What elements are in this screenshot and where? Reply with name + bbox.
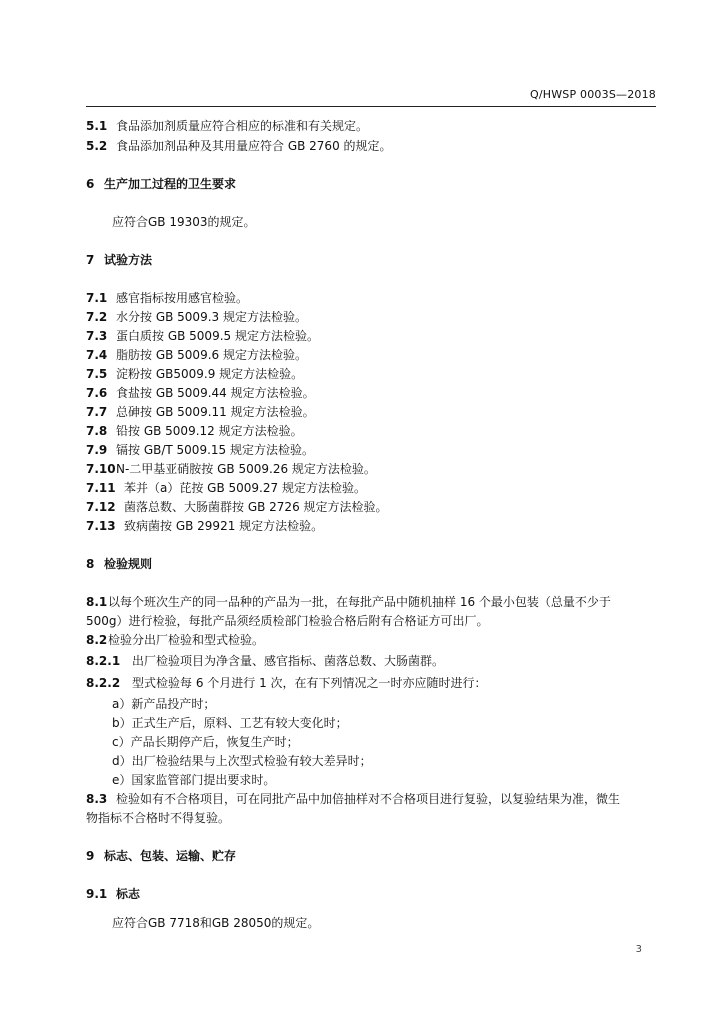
clause-number: 7.9 bbox=[86, 443, 108, 457]
clause-7-6 bbox=[86, 385, 315, 401]
clause-number: 8.1 bbox=[86, 595, 108, 609]
clause-number: 7.11 bbox=[86, 481, 116, 495]
clause-7-7 bbox=[86, 404, 315, 420]
clause-text: 检验分出厂检验和型式检验。 bbox=[108, 633, 265, 647]
section-number: 7 bbox=[86, 253, 95, 267]
section-number: 9.1 bbox=[86, 887, 108, 901]
clause-8-2 bbox=[86, 632, 264, 648]
clause-text: 检验如有不合格项目，可在同批产品中加倍抽样对不合格项目进行复验，以复验结果为准，微生 bbox=[116, 792, 621, 806]
section-9-heading bbox=[86, 848, 236, 864]
clause-8-2-2 bbox=[86, 675, 487, 691]
clause-number: 8.3 bbox=[86, 792, 108, 806]
clause-number: 7.8 bbox=[86, 424, 108, 438]
section-title: 生产加工过程的卫生要求 bbox=[104, 177, 237, 191]
list-item-c: c）产品长期停产后，恢复生产时； bbox=[112, 735, 299, 749]
clause-number: 7.3 bbox=[86, 329, 108, 343]
clause-7-4 bbox=[86, 347, 307, 363]
list-item-d: d）出厂检验结果与上次型式检验有较大差异时； bbox=[112, 754, 372, 768]
clause-number: 8.2.1 bbox=[86, 654, 121, 668]
clause-number: 7.13 bbox=[86, 519, 116, 533]
clause-number: 7.2 bbox=[86, 310, 108, 324]
clause-8-3-line1 bbox=[86, 791, 620, 807]
clause-8-3-line2: 物指标不合格时不得复验。 bbox=[86, 811, 231, 825]
clause-text: 食品添加剂品种及其用量应符合 GB 2760 的规定。 bbox=[116, 139, 392, 153]
clause-number: 7.1 bbox=[86, 291, 108, 305]
clause-7-9 bbox=[86, 442, 314, 458]
clause-text: 食品添加剂质量应符合相应的标准和有关规定。 bbox=[116, 119, 369, 133]
section-title: 试验方法 bbox=[104, 253, 153, 267]
list-item-b: b）正式生产后，原料、工艺有较大变化时； bbox=[112, 716, 348, 730]
section-title: 标志 bbox=[116, 887, 141, 901]
clause-7-13 bbox=[86, 518, 323, 534]
section-number: 6 bbox=[86, 177, 95, 191]
clause-number: 7.10 bbox=[86, 462, 116, 476]
clause-number: 7.7 bbox=[86, 405, 108, 419]
clause-text: 总砷按 GB 5009.11 规定方法检验。 bbox=[116, 405, 315, 419]
clause-7-8 bbox=[86, 423, 303, 439]
clause-text: 苯并（a）芘按 GB 5009.27 规定方法检验。 bbox=[124, 481, 366, 495]
clause-number: 7.6 bbox=[86, 386, 108, 400]
header-rule bbox=[86, 106, 656, 107]
section-6-body: 应符合GB 19303的规定。 bbox=[112, 215, 256, 229]
clause-text: N-二甲基亚硝胺按 GB 5009.26 规定方法检验。 bbox=[116, 462, 376, 476]
clause-7-5 bbox=[86, 366, 303, 382]
clause-text: 脂肪按 GB 5009.6 规定方法检验。 bbox=[116, 348, 307, 362]
standard-code: Q/HWSP 0003S—2018 bbox=[530, 88, 656, 101]
list-item-e: e）国家监管部门提出要求时。 bbox=[112, 773, 276, 787]
clause-number: 5.2 bbox=[86, 139, 108, 153]
clause-text: 以每个班次生产的同一品种的产品为一批，在每批产品中随机抽样 16 个最小包装（总量不少于 bbox=[108, 595, 611, 609]
clause-text: 淀粉按 GB5009.9 规定方法检验。 bbox=[116, 367, 304, 381]
section-8-heading bbox=[86, 556, 152, 572]
clause-8-2-1 bbox=[86, 653, 444, 669]
clause-7-3 bbox=[86, 328, 319, 344]
clause-text: 蛋白质按 GB 5009.5 规定方法检验。 bbox=[116, 329, 319, 343]
clause-8-1-line2: 500g）进行检验，每批产品须经质检部门检验合格后附有合格证方可出厂。 bbox=[86, 614, 489, 628]
clause-8-1-line1 bbox=[86, 594, 611, 610]
clause-7-1 bbox=[86, 290, 248, 306]
clause-7-12 bbox=[86, 499, 388, 515]
clause-number: 7.5 bbox=[86, 367, 108, 381]
clause-number: 7.12 bbox=[86, 500, 116, 514]
clause-7-2 bbox=[86, 309, 307, 325]
subsection-9-1-heading bbox=[86, 886, 140, 902]
clause-7-10 bbox=[86, 461, 376, 477]
clause-number: 7.4 bbox=[86, 348, 108, 362]
clause-5-2 bbox=[86, 138, 392, 154]
clause-text: 致病菌按 GB 29921 规定方法检验。 bbox=[124, 519, 324, 533]
section-number: 8 bbox=[86, 557, 95, 571]
page-number: 3 bbox=[635, 944, 642, 955]
section-7-heading bbox=[86, 252, 152, 268]
clause-7-11 bbox=[86, 480, 366, 496]
section-number: 9 bbox=[86, 849, 95, 863]
clause-5-1 bbox=[86, 118, 368, 134]
list-item-a: a）新产品投产时； bbox=[112, 697, 216, 711]
clause-number: 8.2 bbox=[86, 633, 108, 647]
subsection-9-1-body: 应符合GB 7718和GB 28050的规定。 bbox=[112, 916, 320, 930]
section-6-heading bbox=[86, 176, 236, 192]
clause-text: 铅按 GB 5009.12 规定方法检验。 bbox=[116, 424, 303, 438]
clause-text: 食盐按 GB 5009.44 规定方法检验。 bbox=[116, 386, 315, 400]
clause-text: 水分按 GB 5009.3 规定方法检验。 bbox=[116, 310, 307, 324]
clause-number: 5.1 bbox=[86, 119, 108, 133]
clause-text: 感官指标按用感官检验。 bbox=[116, 291, 249, 305]
section-title: 检验规则 bbox=[104, 557, 153, 571]
clause-text: 型式检验每 6 个月进行 1 次，在有下列情况之一时亦应随时进行： bbox=[132, 676, 487, 690]
clause-text: 镉按 GB/T 5009.15 规定方法检验。 bbox=[116, 443, 314, 457]
clause-text: 出厂检验项目为净含量、感官指标、菌落总数、大肠菌群。 bbox=[132, 654, 445, 668]
section-title: 标志、包装、运输、贮存 bbox=[104, 849, 237, 863]
clause-number: 8.2.2 bbox=[86, 676, 121, 690]
clause-text: 菌落总数、大肠菌群按 GB 2726 规定方法检验。 bbox=[124, 500, 388, 514]
